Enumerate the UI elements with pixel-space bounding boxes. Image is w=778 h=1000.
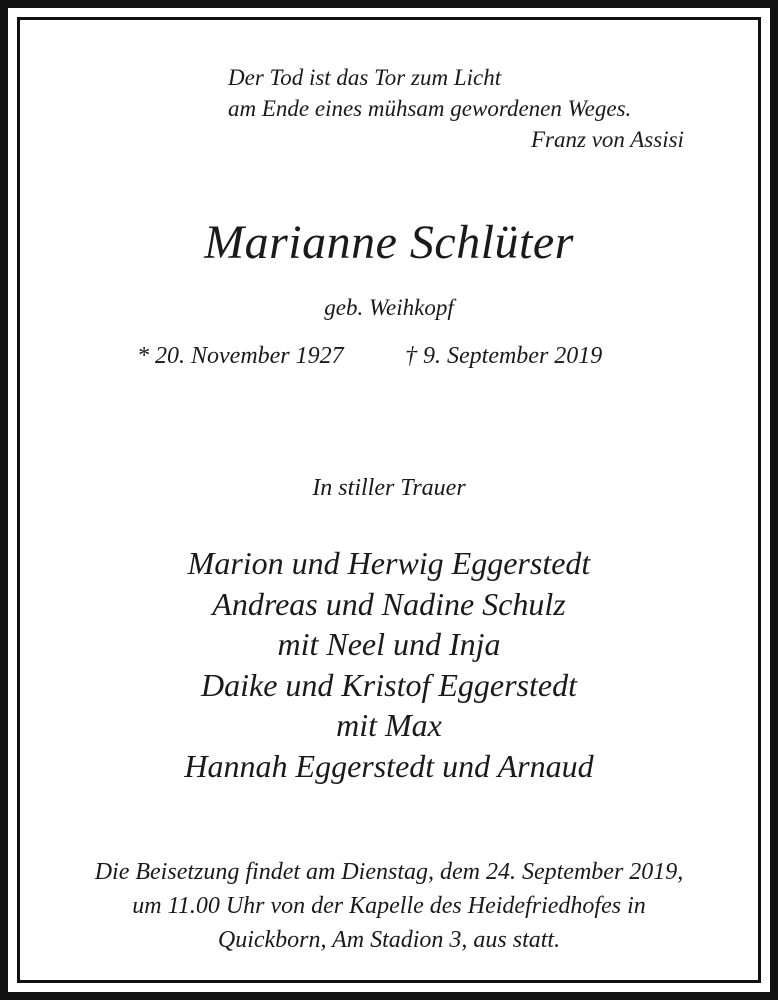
- family-line: mit Neel und Inja: [277, 626, 501, 662]
- death-date: † 9. September 2019: [405, 343, 603, 369]
- burial-line: Quickborn, Am Stadion 3, aus statt.: [217, 927, 561, 953]
- deceased-name: Marianne Schlüter: [204, 216, 574, 269]
- family-line: Andreas und Nadine Schulz: [212, 585, 566, 622]
- burial-line: um 11.00 Uhr von der Kapelle des Heidefriedhofes in: [132, 893, 646, 919]
- burial-notice: [0, 855, 778, 957]
- mourning-phrase: In stiller Trauer: [312, 475, 466, 501]
- burial-line: Die Beisetzung findet am Dienstag, dem 24. September 2019,: [94, 859, 684, 885]
- maiden-name: geb. Weihkopf: [324, 295, 454, 320]
- family-line: Marion und Herwig Eggerstedt: [187, 545, 591, 581]
- quote-author: Franz von Assisi: [531, 127, 684, 152]
- family-line: Hannah Eggerstedt und Arnaud: [184, 747, 594, 784]
- family-line: Daike und Kristof Eggerstedt: [201, 666, 577, 703]
- quote-line-1: Der Tod ist das Tor zum Licht: [228, 65, 502, 90]
- family-list: [0, 543, 778, 786]
- quote-line-2: am Ende eines mühsam gewordenen Weges.: [228, 96, 632, 121]
- birth-date: * 20. November 1927: [137, 343, 344, 369]
- family-line: mit Max: [336, 707, 442, 743]
